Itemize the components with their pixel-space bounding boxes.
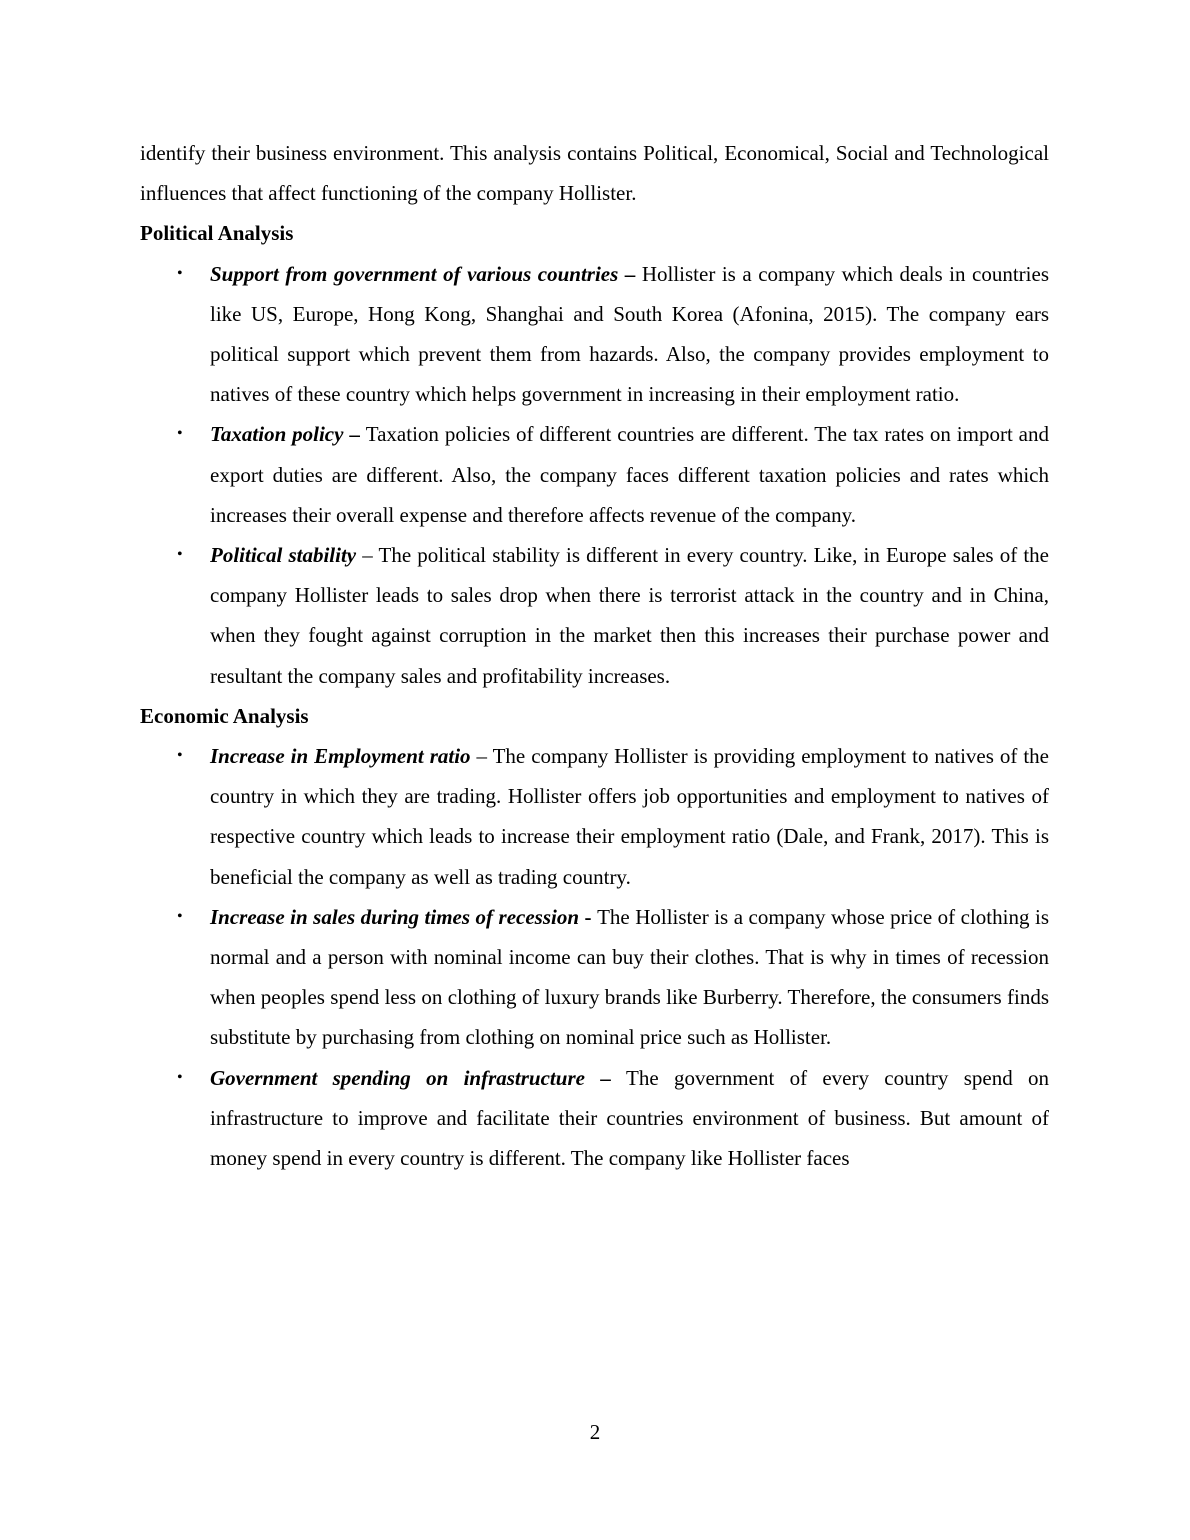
bullet-icon: • bbox=[177, 907, 183, 925]
bullet-body-text: The government of every country spend on infrastructure to improve and facilitate their countries environment of business. But amount of money spend in every country is different. The company like Hollister faces bbox=[210, 1065, 1050, 1171]
list-item bbox=[140, 736, 1049, 897]
list-item bbox=[140, 1058, 1049, 1179]
bullet-separator: – bbox=[470, 744, 493, 769]
political-bullet-list bbox=[140, 254, 1049, 696]
bullet-separator: – bbox=[343, 422, 366, 447]
bullet-body-text: The Hollister is a company whose price of clothing is normal and a person with nominal income can buy their clothes. That is why in times of recession when peoples spend less on clothing of luxury brands like Burberry. Therefore, the consumers finds substitute by purchasing from clothing on nominal price such as Hollister. bbox=[210, 904, 1049, 1050]
bullet-icon: • bbox=[177, 1068, 183, 1086]
bullet-icon: • bbox=[177, 747, 183, 765]
page-number: 2 bbox=[589, 1420, 601, 1444]
list-item bbox=[140, 897, 1049, 1058]
bullet-body-text: Hollister is a company which deals in countries like US, Europe, Hong Kong, Shanghai and South Korea (Afonina, 2015). The company ears political support which prevent them from hazards. Also, the company provides employment to natives of these country which helps government in increasing in their employment ratio. bbox=[210, 261, 1050, 407]
bullet-lead-term: Government spending on infrastructure bbox=[210, 1065, 585, 1090]
list-item bbox=[140, 414, 1049, 535]
bullet-separator: - bbox=[579, 904, 598, 929]
bullet-icon: • bbox=[177, 425, 183, 443]
bullet-body-text: Taxation policies of different countries are different. The tax rates on import and export duties are different. Also, the company faces different taxation policies and rates which increases their overall expense and therefore affects revenue of the company. bbox=[210, 422, 1049, 527]
economic-analysis-heading: Economic Analysis bbox=[140, 703, 309, 728]
bullet-separator: – bbox=[584, 1065, 627, 1090]
bullet-body-text: The political stability is different in every country. Like, in Europe sales of the company Hollister leads to sales drop when there is terrorist attack in the country and in China, when they fought against corruption in the market then this increases their purchase power and resultant the company sales and profitability increases. bbox=[210, 543, 1049, 688]
bullet-lead-term: Support from government of various countries bbox=[210, 261, 619, 286]
bullet-separator: – bbox=[356, 543, 379, 568]
political-analysis-heading: Political Analysis bbox=[140, 221, 294, 246]
list-item bbox=[140, 254, 1049, 415]
bullet-lead-term: Political stability bbox=[210, 543, 357, 568]
bullet-body-text: The company Hollister is providing employment to natives of the country in which they are trading. Hollister offers job opportunities and employment to natives of respective country which leads to increase their employment ratio (Dale, and Frank, 2017). This is beneficial the company as well as trading country. bbox=[210, 744, 1049, 889]
document-page bbox=[140, 133, 1049, 1178]
bullet-lead-term: Increase in sales during times of recession bbox=[210, 904, 580, 929]
bullet-separator: – bbox=[618, 261, 642, 286]
intro-paragraph: identify their business environment. This analysis contains Political, Economical, Social and Technological influences that affect functioning of the company Hollister. bbox=[140, 141, 1049, 206]
bullet-lead-term: Increase in Employment ratio bbox=[210, 744, 471, 769]
bullet-icon: • bbox=[177, 546, 183, 564]
economic-bullet-list bbox=[140, 736, 1049, 1178]
bullet-icon: • bbox=[177, 264, 183, 282]
list-item bbox=[140, 535, 1049, 696]
bullet-lead-term: Taxation policy bbox=[210, 422, 344, 447]
